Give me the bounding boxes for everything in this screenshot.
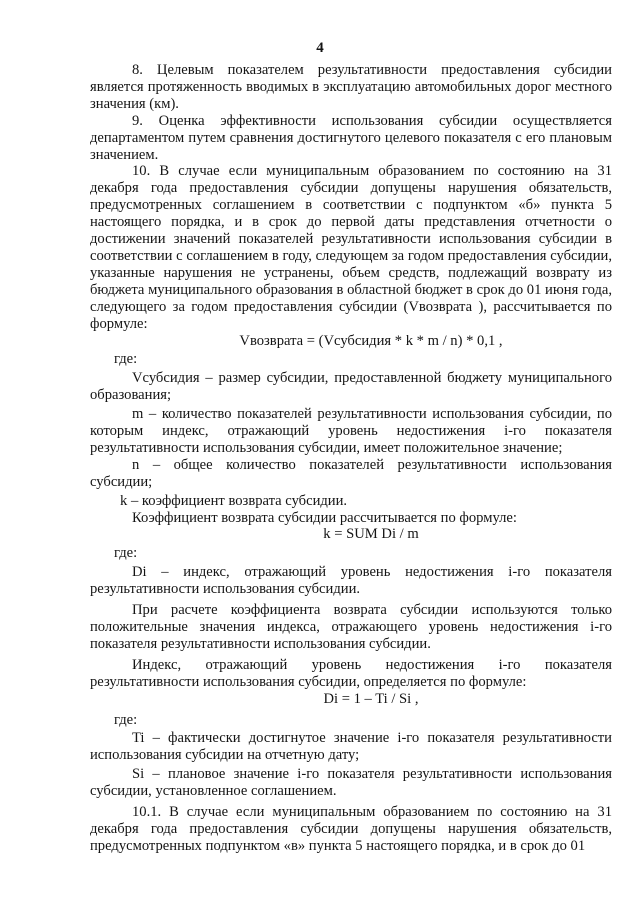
- paragraph-10-1: 10.1. В случае если муниципальным образованием по состоянию на 31 декабря года предоставления субсидии допущены нарушения обязательств, предусмотренных подпунктом «в» пункта 5 настоящего порядка, и в срок до 01: [90, 804, 612, 854]
- formula-di: Di = 1 – Ti / Si ,: [323, 690, 419, 707]
- calculation-note: При расчете коэффициента возврата субсидии используются только положительные значения индекса, отражающего уровень недостижения i-го показателя результативности использования субсидии.: [90, 602, 612, 652]
- definition-ti: Ti – фактически достигнутое значение i-го показателя результативности использования субсидии на отчетную дату;: [90, 730, 612, 764]
- page-number: 4: [316, 40, 324, 56]
- k-formula-intro: Коэффициент возврата субсидии рассчитывается по формуле:: [132, 509, 517, 526]
- paragraph-10: 10. В случае если муниципальным образованием по состоянию на 31 декабря года предоставления субсидии допущены нарушения обязательств, предусмотренных соглашением в соответствии с подпунктом «б» пункта 5 настоящего порядка, и в срок до первой даты представления отчетности о достижении значений показателей результативности использования субсидии в соответствии с соглашением в году, следующем за годом предоставления субсидии, указанные нарушения не устранены, объем средств, подлежащий возврату из бюджета муниципального образования в областной бюджет в срок до 01 июня года, следующего за годом предоставления субсидии (Vвозврата ), рассчитывается по формуле:: [90, 163, 612, 332]
- definition-si: Si – плановое значение i-го показателя результативности использования субсидии, установленное соглашением.: [90, 766, 612, 800]
- definition-vsubsidy: Vсубсидия – размер субсидии, предоставленной бюджету муниципального образования;: [90, 370, 612, 404]
- where-label-3: где:: [114, 711, 138, 728]
- formula-k: k = SUM Di / m: [323, 526, 419, 543]
- paragraph-9: 9. Оценка эффективности использования субсидии осуществляется департаментом путем сравнения достигнутого целевого показателя с его плановым значением.: [90, 112, 612, 163]
- where-label-2: где:: [114, 545, 138, 562]
- formula-return-volume: Vвозврата = (Vсубсидия * k * m / n) * 0,1 ,: [239, 332, 503, 349]
- definition-m: m – количество показателей результативности использования субсидии, по которым индекс, отражающий уровень недостижения i-го показателя результативности использования субсидии, имеет положительное значение;: [90, 406, 612, 456]
- document-body: [90, 62, 612, 855]
- definition-di: Di – индекс, отражающий уровень недостижения i-го показателя результативности использования субсидии.: [90, 564, 612, 598]
- where-label-1: где:: [114, 351, 138, 368]
- definition-k: k – коэффициент возврата субсидии.: [120, 492, 348, 509]
- paragraph-8: 8. Целевым показателем результативности предоставления субсидии является протяженность вводимых в эксплуатацию автомобильных дорог местного значения (км).: [90, 62, 612, 112]
- index-formula-intro: Индекс, отражающий уровень недостижения i-го показателя результативности использования субсидии, определяется по формуле:: [90, 656, 612, 690]
- definition-n: n – общее количество показателей результативности использования субсидии;: [90, 456, 612, 490]
